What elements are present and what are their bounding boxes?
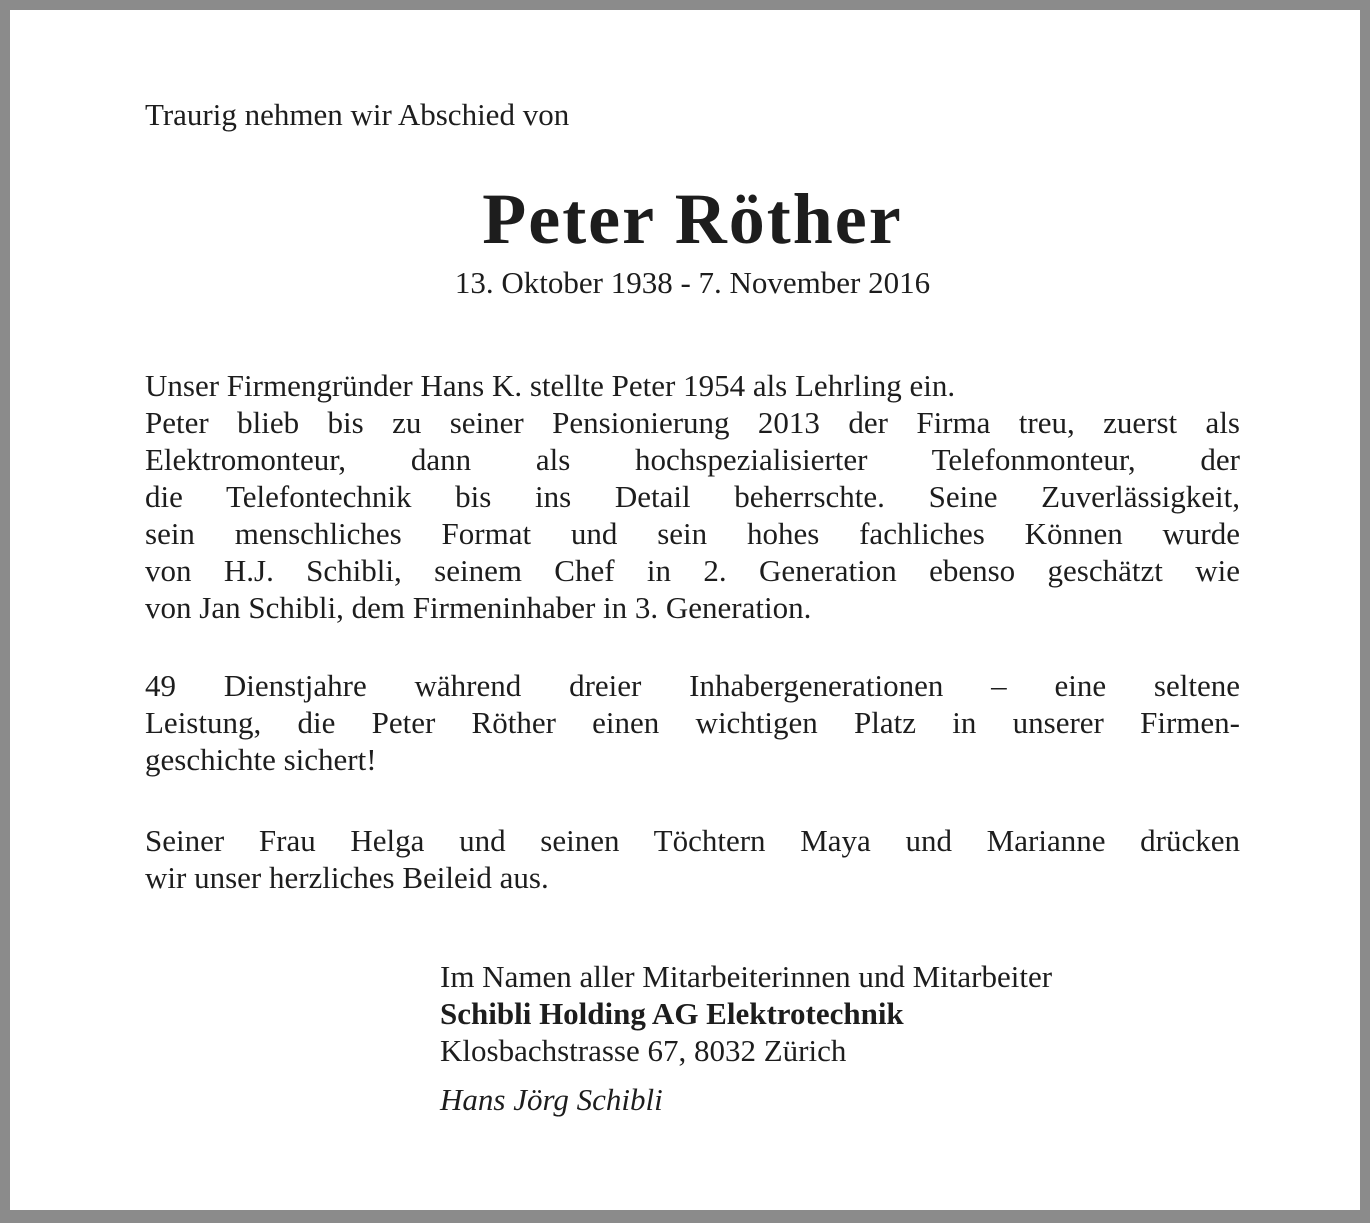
signature-on-behalf: Im Namen aller Mitarbeiterinnen und Mitarbeiter xyxy=(440,959,1053,994)
paragraph-line: von Jan Schibli, dem Firmeninhaber in 3. Generation. xyxy=(145,590,812,625)
paragraph-service xyxy=(145,667,1240,778)
paragraph-line: geschichte sichert! xyxy=(145,742,377,777)
signature-signer: Hans Jörg Schibli xyxy=(440,1082,663,1117)
paragraph-line: Seiner Frau Helga und seinen Töchtern Maya und Marianne drücken xyxy=(145,823,1240,858)
signature-company: Schibli Holding AG Elektrotechnik xyxy=(440,996,904,1031)
obituary-page xyxy=(10,10,1360,1210)
paragraph-line: Elektromonteur, dann als hochspezialisierter Telefonmonteur, der xyxy=(145,442,1240,477)
signature-block xyxy=(145,958,1240,1118)
paragraph-line: die Telefontechnik bis ins Detail beherrschte. Seine Zuverlässigkeit, xyxy=(145,479,1240,514)
paragraph-line: Leistung, die Peter Röther einen wichtigen Platz in unserer Firmen- xyxy=(145,705,1240,740)
paragraph-line: Peter blieb bis zu seiner Pensionierung 2013 der Firma treu, zuerst als xyxy=(145,405,1240,440)
life-dates: 13. Oktober 1938 - 7. November 2016 xyxy=(454,265,931,300)
deceased-name: Peter Röther xyxy=(482,179,903,259)
paragraph-career xyxy=(145,367,1240,626)
signature-address: Klosbachstrasse 67, 8032 Zürich xyxy=(440,1033,847,1068)
obituary-intro: Traurig nehmen wir Abschied von xyxy=(145,97,570,132)
paragraph-line: von H.J. Schibli, seinem Chef in 2. Generation ebenso geschätzt wie xyxy=(145,553,1240,588)
paragraph-line: 49 Dienstjahre während dreier Inhabergenerationen – eine seltene xyxy=(145,668,1240,703)
paragraph-line: sein menschliches Format und sein hohes fachliches Können wurde xyxy=(145,516,1240,551)
paragraph-line: wir unser herzliches Beileid aus. xyxy=(145,860,549,895)
paragraph-condolence xyxy=(145,822,1240,896)
paragraph-line: Unser Firmengründer Hans K. stellte Peter 1954 als Lehrling ein. xyxy=(145,368,956,403)
